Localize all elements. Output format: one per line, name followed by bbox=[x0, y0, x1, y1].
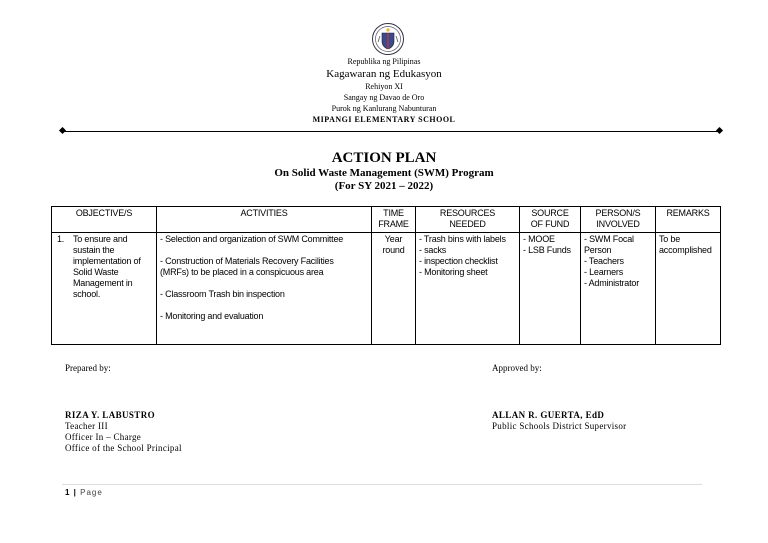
footer-separator: | bbox=[70, 488, 81, 497]
preparer-name: RIZA Y. LABUSTRO bbox=[65, 410, 156, 420]
divider-diamond-right bbox=[716, 127, 723, 134]
col-header-objectives: OBJECTIVE/S bbox=[52, 207, 157, 233]
cell-activities: - Selection and organization of SWM Committee - Construction of Materials Recovery Facilities (MRFs) to be placed in a conspicuous area - Classroom Trash bin inspection - Monitoring and evaluation bbox=[157, 233, 372, 345]
table-row bbox=[52, 233, 721, 345]
col-header-persons: PERSON/S INVOLVED bbox=[581, 207, 656, 233]
prepared-by-label: Prepared by: bbox=[65, 363, 111, 373]
action-plan-table bbox=[51, 206, 721, 345]
preparer-office: Office of the School Principal bbox=[65, 443, 182, 453]
cell-persons-involved: - SWM Focal Person - Teachers - Learners - Administrator bbox=[581, 233, 656, 345]
table-header-row bbox=[52, 207, 721, 233]
header-region: Rehiyon XI bbox=[365, 82, 403, 91]
page-number: 1 bbox=[65, 488, 71, 497]
col-header-time-frame: TIME FRAME bbox=[372, 207, 416, 233]
col-header-remarks: REMARKS bbox=[656, 207, 721, 233]
approver-title: Public Schools District Supervisor bbox=[492, 421, 627, 431]
approver-name: ALLAN R. GUERTA, EdD bbox=[492, 410, 605, 420]
header-school-name: MIPANGI ELEMENTARY SCHOOL bbox=[312, 115, 456, 124]
approved-by-label: Approved by: bbox=[492, 363, 542, 373]
cell-time-frame: Year round bbox=[372, 233, 416, 345]
cell-remarks: To be accomplished bbox=[656, 233, 721, 345]
header-division: Sangay ng Davao de Oro bbox=[343, 93, 425, 102]
school-year: (For SY 2021 – 2022) bbox=[334, 180, 434, 192]
footer-divider bbox=[62, 484, 702, 485]
col-header-resources: RESOURCES NEEDED bbox=[416, 207, 520, 233]
page-word: Page bbox=[80, 488, 103, 497]
document-subtitle: On Solid Waste Management (SWM) Program bbox=[274, 167, 494, 179]
document-title: ACTION PLAN bbox=[331, 150, 437, 166]
header-republic: Republika ng Pilipinas bbox=[347, 57, 421, 66]
page-footer bbox=[65, 488, 103, 497]
preparer-position: Officer In – Charge bbox=[65, 432, 142, 442]
cell-source-of-fund: - MOOE - LSB Funds bbox=[520, 233, 581, 345]
header-district: Purok ng Kanlurang Nabunturan bbox=[331, 104, 437, 113]
deped-seal-logo bbox=[372, 22, 404, 56]
cell-resources: - Trash bins with labels - sacks - inspection checklist - Monitoring sheet bbox=[416, 233, 520, 345]
col-header-activities: ACTIVITIES bbox=[157, 207, 372, 233]
cell-objective: 1. To ensure and sustain the implementation of Solid Waste Management in school. bbox=[52, 233, 157, 345]
preparer-title: Teacher III bbox=[65, 421, 108, 431]
objective-number: 1. bbox=[57, 234, 65, 244]
divider-diamond-left bbox=[59, 127, 66, 134]
header-department: Kagawaran ng Edukasyon bbox=[326, 68, 442, 80]
col-header-source: SOURCE OF FUND bbox=[520, 207, 581, 233]
header-divider bbox=[62, 131, 720, 132]
